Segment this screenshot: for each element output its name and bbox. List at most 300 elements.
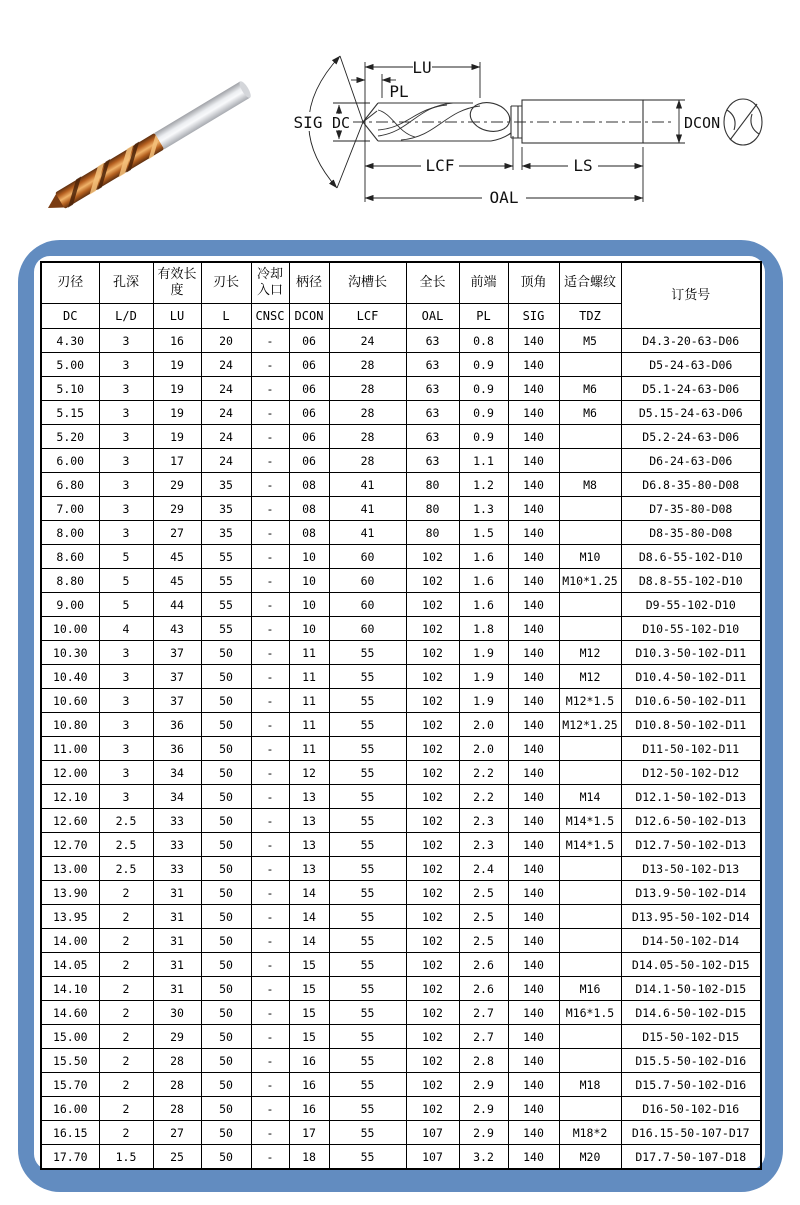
- table-cell: 8.80: [41, 569, 99, 593]
- col-header-cnsc-cn: 冷却入口: [251, 262, 289, 304]
- col-header-dcon-cn: 柄径: [289, 262, 329, 304]
- col-header-ld-cn: 孔深: [99, 262, 153, 304]
- table-cell: 0.8: [459, 329, 508, 353]
- table-cell: 140: [508, 617, 559, 641]
- table-cell: 55: [329, 977, 406, 1001]
- table-cell: 4.30: [41, 329, 99, 353]
- table-cell: [559, 953, 621, 977]
- table-cell: 140: [508, 1025, 559, 1049]
- table-cell: 16: [289, 1073, 329, 1097]
- col-code-oal: OAL: [406, 304, 459, 329]
- table-cell: 13: [289, 857, 329, 881]
- table-cell: 140: [508, 761, 559, 785]
- table-cell: 55: [329, 905, 406, 929]
- table-cell: M12: [559, 665, 621, 689]
- table-cell: 140: [508, 665, 559, 689]
- shank-outline: [522, 100, 643, 143]
- table-cell: 16: [153, 329, 201, 353]
- table-cell: 50: [201, 905, 251, 929]
- table-cell: M16*1.5: [559, 1001, 621, 1025]
- label-sig: SIG: [293, 113, 323, 132]
- table-cell: 15: [289, 1001, 329, 1025]
- table-row: [41, 1025, 761, 1049]
- table-row: [41, 353, 761, 377]
- table-cell: 50: [201, 689, 251, 713]
- table-cell: 102: [406, 929, 459, 953]
- table-cell: -: [251, 737, 289, 761]
- table-row: [41, 953, 761, 977]
- col-header-lcf-cn: 沟槽长: [329, 262, 406, 304]
- table-cell: 24: [201, 377, 251, 401]
- table-cell: 102: [406, 1049, 459, 1073]
- table-cell: 6.00: [41, 449, 99, 473]
- table-cell: 50: [201, 665, 251, 689]
- spec-table-body: [41, 329, 761, 1170]
- table-cell: D5-24-63-D06: [621, 353, 761, 377]
- table-cell: D10.4-50-102-D11: [621, 665, 761, 689]
- table-cell: 29: [153, 497, 201, 521]
- table-cell: 14.60: [41, 1001, 99, 1025]
- table-cell: D5.2-24-63-D06: [621, 425, 761, 449]
- table-cell: 102: [406, 713, 459, 737]
- table-cell: 35: [201, 521, 251, 545]
- table-cell: 27: [153, 1121, 201, 1145]
- table-cell: 2: [99, 1121, 153, 1145]
- table-cell: -: [251, 593, 289, 617]
- table-cell: 15: [289, 977, 329, 1001]
- table-cell: 19: [153, 401, 201, 425]
- table-cell: 06: [289, 353, 329, 377]
- table-cell: D5.15-24-63-D06: [621, 401, 761, 425]
- table-cell: -: [251, 641, 289, 665]
- table-cell: 50: [201, 1121, 251, 1145]
- label-pl: PL: [389, 82, 409, 101]
- table-cell: 0.9: [459, 425, 508, 449]
- table-cell: 11: [289, 713, 329, 737]
- table-cell: 2: [99, 1049, 153, 1073]
- table-cell: 13.95: [41, 905, 99, 929]
- table-cell: 102: [406, 761, 459, 785]
- table-cell: 28: [153, 1049, 201, 1073]
- table-cell: D12.1-50-102-D13: [621, 785, 761, 809]
- table-cell: 5: [99, 545, 153, 569]
- spec-table: [40, 261, 762, 1170]
- table-cell: D9-55-102-D10: [621, 593, 761, 617]
- table-cell: 55: [329, 833, 406, 857]
- table-cell: -: [251, 689, 289, 713]
- table-cell: 80: [406, 473, 459, 497]
- table-cell: M8: [559, 473, 621, 497]
- table-cell: 12: [289, 761, 329, 785]
- table-row: [41, 425, 761, 449]
- table-cell: 55: [329, 1001, 406, 1025]
- table-cell: 55: [329, 1073, 406, 1097]
- table-cell: D15.5-50-102-D16: [621, 1049, 761, 1073]
- table-cell: 43: [153, 617, 201, 641]
- table-row: [41, 905, 761, 929]
- table-cell: 1.8: [459, 617, 508, 641]
- table-cell: -: [251, 329, 289, 353]
- col-code-l: L: [201, 304, 251, 329]
- table-cell: 3: [99, 449, 153, 473]
- table-cell: -: [251, 449, 289, 473]
- table-cell: 08: [289, 521, 329, 545]
- table-row: [41, 1073, 761, 1097]
- table-cell: 35: [201, 473, 251, 497]
- table-cell: M10: [559, 545, 621, 569]
- table-cell: 102: [406, 737, 459, 761]
- table-cell: D8.8-55-102-D10: [621, 569, 761, 593]
- table-cell: 2.5: [459, 881, 508, 905]
- table-cell: 37: [153, 689, 201, 713]
- drill-photo: [10, 20, 290, 235]
- table-cell: 102: [406, 977, 459, 1001]
- table-cell: 10.40: [41, 665, 99, 689]
- col-header-dc-cn: 刃径: [41, 262, 99, 304]
- table-cell: 14: [289, 929, 329, 953]
- table-cell: 16: [289, 1097, 329, 1121]
- table-cell: 16.15: [41, 1121, 99, 1145]
- table-row: [41, 497, 761, 521]
- table-cell: 50: [201, 857, 251, 881]
- table-row: [41, 857, 761, 881]
- table-cell: 5.15: [41, 401, 99, 425]
- table-cell: 2: [99, 1001, 153, 1025]
- col-code-tdz: TDZ: [559, 304, 621, 329]
- table-cell: 102: [406, 953, 459, 977]
- table-cell: 2: [99, 1097, 153, 1121]
- table-cell: 50: [201, 929, 251, 953]
- table-cell: 2.7: [459, 1001, 508, 1025]
- table-cell: 15.70: [41, 1073, 99, 1097]
- table-cell: 41: [329, 497, 406, 521]
- table-cell: 60: [329, 593, 406, 617]
- table-cell: 1.5: [99, 1145, 153, 1170]
- table-cell: 10.30: [41, 641, 99, 665]
- table-cell: 140: [508, 545, 559, 569]
- table-cell: 24: [201, 401, 251, 425]
- table-cell: 14.05: [41, 953, 99, 977]
- col-code-sig: SIG: [508, 304, 559, 329]
- table-cell: 140: [508, 1001, 559, 1025]
- table-cell: 33: [153, 857, 201, 881]
- table-cell: M10*1.25: [559, 569, 621, 593]
- table-cell: 2: [99, 1073, 153, 1097]
- table-cell: 140: [508, 833, 559, 857]
- table-cell: -: [251, 857, 289, 881]
- table-cell: 55: [329, 809, 406, 833]
- label-dcon: DCON: [684, 114, 721, 132]
- table-cell: 14: [289, 881, 329, 905]
- table-cell: 50: [201, 1025, 251, 1049]
- table-cell: 06: [289, 329, 329, 353]
- table-cell: D4.3-20-63-D06: [621, 329, 761, 353]
- table-cell: 140: [508, 521, 559, 545]
- table-cell: 107: [406, 1145, 459, 1170]
- table-cell: 140: [508, 425, 559, 449]
- table-cell: 13.90: [41, 881, 99, 905]
- table-cell: [559, 1049, 621, 1073]
- table-cell: 2.5: [99, 857, 153, 881]
- table-cell: -: [251, 1121, 289, 1145]
- table-cell: 63: [406, 353, 459, 377]
- table-cell: 55: [329, 785, 406, 809]
- table-cell: 3.2: [459, 1145, 508, 1170]
- table-row: [41, 521, 761, 545]
- table-cell: [559, 353, 621, 377]
- table-cell: [559, 449, 621, 473]
- table-cell: 140: [508, 1073, 559, 1097]
- table-cell: 63: [406, 425, 459, 449]
- table-row: [41, 665, 761, 689]
- table-row: [41, 617, 761, 641]
- table-cell: 11: [289, 737, 329, 761]
- table-cell: 55: [329, 737, 406, 761]
- col-header-tdz-cn: 适合螺纹: [559, 262, 621, 304]
- table-cell: 10: [289, 545, 329, 569]
- table-cell: 19: [153, 353, 201, 377]
- table-cell: [559, 761, 621, 785]
- table-cell: 27: [153, 521, 201, 545]
- table-cell: 55: [329, 881, 406, 905]
- table-cell: 17: [289, 1121, 329, 1145]
- table-cell: 102: [406, 665, 459, 689]
- table-cell: 41: [329, 521, 406, 545]
- table-row: [41, 329, 761, 353]
- table-cell: -: [251, 617, 289, 641]
- table-cell: 16.00: [41, 1097, 99, 1121]
- table-cell: 1.3: [459, 497, 508, 521]
- table-cell: 13.00: [41, 857, 99, 881]
- table-cell: 5: [99, 593, 153, 617]
- table-row: [41, 737, 761, 761]
- table-cell: -: [251, 545, 289, 569]
- table-cell: 28: [153, 1097, 201, 1121]
- table-cell: -: [251, 425, 289, 449]
- table-cell: D10-55-102-D10: [621, 617, 761, 641]
- table-cell: D14-50-102-D14: [621, 929, 761, 953]
- table-cell: 140: [508, 689, 559, 713]
- table-cell: -: [251, 1097, 289, 1121]
- table-cell: 2: [99, 905, 153, 929]
- table-cell: 140: [508, 1145, 559, 1170]
- table-cell: D6.8-35-80-D08: [621, 473, 761, 497]
- table-cell: D16.15-50-107-D17: [621, 1121, 761, 1145]
- table-cell: 3: [99, 737, 153, 761]
- table-cell: 8.00: [41, 521, 99, 545]
- table-cell: D5.1-24-63-D06: [621, 377, 761, 401]
- table-cell: 37: [153, 665, 201, 689]
- table-cell: [559, 1097, 621, 1121]
- table-cell: 102: [406, 833, 459, 857]
- table-row: [41, 833, 761, 857]
- table-cell: [559, 593, 621, 617]
- table-row: [41, 1121, 761, 1145]
- table-cell: -: [251, 713, 289, 737]
- table-row: [41, 593, 761, 617]
- table-cell: 50: [201, 977, 251, 1001]
- drill-shank: [155, 81, 251, 149]
- table-row: [41, 785, 761, 809]
- table-cell: 50: [201, 1073, 251, 1097]
- table-cell: 28: [329, 425, 406, 449]
- table-cell: 3: [99, 329, 153, 353]
- table-cell: 140: [508, 1097, 559, 1121]
- table-cell: 102: [406, 1073, 459, 1097]
- table-cell: 2.2: [459, 785, 508, 809]
- table-cell: 10.00: [41, 617, 99, 641]
- table-cell: D13-50-102-D13: [621, 857, 761, 881]
- table-row: [41, 929, 761, 953]
- table-cell: 140: [508, 569, 559, 593]
- table-cell: 34: [153, 785, 201, 809]
- table-cell: D15.7-50-102-D16: [621, 1073, 761, 1097]
- table-row: [41, 641, 761, 665]
- table-cell: 3: [99, 689, 153, 713]
- table-cell: 2.7: [459, 1025, 508, 1049]
- table-cell: M14: [559, 785, 621, 809]
- table-cell: 140: [508, 497, 559, 521]
- table-cell: -: [251, 401, 289, 425]
- table-cell: D14.6-50-102-D15: [621, 1001, 761, 1025]
- table-cell: D14.05-50-102-D15: [621, 953, 761, 977]
- table-cell: D13.95-50-102-D14: [621, 905, 761, 929]
- table-cell: D10.3-50-102-D11: [621, 641, 761, 665]
- table-cell: 35: [201, 497, 251, 521]
- table-cell: 1.6: [459, 593, 508, 617]
- table-cell: 12.00: [41, 761, 99, 785]
- table-cell: 12.70: [41, 833, 99, 857]
- table-cell: 55: [329, 689, 406, 713]
- table-row: [41, 1145, 761, 1170]
- table-cell: [559, 857, 621, 881]
- table-cell: -: [251, 1001, 289, 1025]
- table-row: [41, 569, 761, 593]
- table-cell: 50: [201, 1145, 251, 1170]
- table-cell: 3: [99, 521, 153, 545]
- table-cell: M20: [559, 1145, 621, 1170]
- table-cell: M18: [559, 1073, 621, 1097]
- table-cell: 45: [153, 569, 201, 593]
- table-cell: [559, 905, 621, 929]
- label-lcf: LCF: [425, 156, 455, 175]
- table-cell: 9.00: [41, 593, 99, 617]
- table-cell: 13: [289, 809, 329, 833]
- table-cell: 10.80: [41, 713, 99, 737]
- table-cell: 5.00: [41, 353, 99, 377]
- table-cell: D12-50-102-D12: [621, 761, 761, 785]
- table-cell: 140: [508, 857, 559, 881]
- table-cell: [559, 1025, 621, 1049]
- table-cell: 3: [99, 401, 153, 425]
- table-cell: 29: [153, 1025, 201, 1049]
- col-header-l-cn: 刃长: [201, 262, 251, 304]
- table-row: [41, 1049, 761, 1073]
- table-cell: 31: [153, 977, 201, 1001]
- table-cell: 3: [99, 665, 153, 689]
- table-cell: D8-35-80-D08: [621, 521, 761, 545]
- table-cell: 20: [201, 329, 251, 353]
- table-row: [41, 401, 761, 425]
- table-cell: 107: [406, 1121, 459, 1145]
- table-cell: 102: [406, 1097, 459, 1121]
- table-cell: 2.6: [459, 977, 508, 1001]
- table-cell: -: [251, 1145, 289, 1170]
- table-cell: -: [251, 761, 289, 785]
- label-ls: LS: [573, 156, 593, 175]
- table-cell: 36: [153, 713, 201, 737]
- table-cell: 55: [329, 1097, 406, 1121]
- table-cell: 55: [329, 761, 406, 785]
- table-cell: 102: [406, 545, 459, 569]
- table-cell: [559, 617, 621, 641]
- col-header-lu-cn: 有效长度: [153, 262, 201, 304]
- table-cell: 11: [289, 641, 329, 665]
- table-cell: 13: [289, 833, 329, 857]
- table-cell: [559, 521, 621, 545]
- table-cell: 50: [201, 1049, 251, 1073]
- table-cell: 140: [508, 1049, 559, 1073]
- table-cell: 2.4: [459, 857, 508, 881]
- table-cell: 08: [289, 473, 329, 497]
- table-cell: M12*1.5: [559, 689, 621, 713]
- table-cell: 1.9: [459, 641, 508, 665]
- table-cell: [559, 929, 621, 953]
- table-cell: 140: [508, 929, 559, 953]
- table-cell: [559, 737, 621, 761]
- table-cell: M12: [559, 641, 621, 665]
- col-header-pl-cn: 前端: [459, 262, 508, 304]
- table-cell: 102: [406, 593, 459, 617]
- table-cell: 2.5: [459, 905, 508, 929]
- table-cell: 0.9: [459, 401, 508, 425]
- table-cell: 140: [508, 401, 559, 425]
- table-cell: 50: [201, 1001, 251, 1025]
- table-cell: D10.6-50-102-D11: [621, 689, 761, 713]
- table-cell: 140: [508, 713, 559, 737]
- table-cell: 29: [153, 473, 201, 497]
- table-cell: 06: [289, 425, 329, 449]
- table-cell: 11: [289, 689, 329, 713]
- drill-diagram-drawing: [275, 40, 795, 240]
- table-cell: 45: [153, 545, 201, 569]
- table-cell: 28: [329, 353, 406, 377]
- table-cell: 10.60: [41, 689, 99, 713]
- table-cell: 3: [99, 353, 153, 377]
- table-cell: 2.3: [459, 809, 508, 833]
- table-cell: 28: [329, 377, 406, 401]
- table-cell: 3: [99, 473, 153, 497]
- table-cell: 2.0: [459, 713, 508, 737]
- table-cell: 140: [508, 905, 559, 929]
- table-cell: -: [251, 1025, 289, 1049]
- table-cell: 50: [201, 713, 251, 737]
- table-cell: 17: [153, 449, 201, 473]
- table-cell: [559, 497, 621, 521]
- table-cell: 2.2: [459, 761, 508, 785]
- table-cell: 50: [201, 881, 251, 905]
- table-cell: 15: [289, 953, 329, 977]
- table-cell: 6.80: [41, 473, 99, 497]
- table-row: [41, 689, 761, 713]
- header-row-cn: [41, 262, 761, 304]
- table-cell: 140: [508, 449, 559, 473]
- table-cell: 60: [329, 617, 406, 641]
- table-cell: -: [251, 953, 289, 977]
- table-cell: 37: [153, 641, 201, 665]
- table-cell: D14.1-50-102-D15: [621, 977, 761, 1001]
- table-cell: -: [251, 833, 289, 857]
